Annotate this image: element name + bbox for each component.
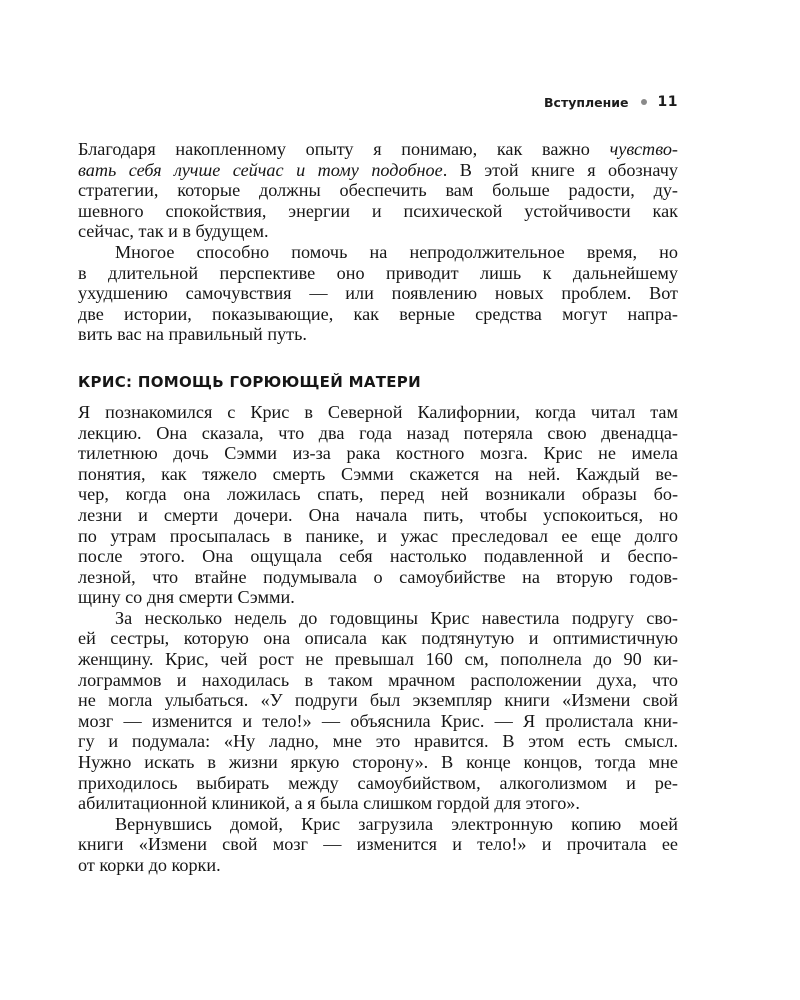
bullet-separator bbox=[641, 99, 647, 105]
text-line: вить вас на правильный путь. bbox=[78, 324, 307, 345]
text-line: Я познакомился с Крис в Северной Калифорнии, когда читал там bbox=[78, 401, 678, 422]
text-line: сейчас, так и в будущем. bbox=[78, 221, 269, 242]
text-line: книги «Измени свой мозг — изменится и тело!» и прочитала ее bbox=[78, 834, 678, 855]
body-text bbox=[78, 139, 678, 876]
text-line: За несколько недель до годовщины Крис навестила подругу сво- bbox=[115, 607, 678, 628]
text-line bbox=[78, 139, 678, 160]
paragraph-3 bbox=[78, 402, 678, 608]
text-line: лезни и смерти дочери. Она начала пить, чтобы успокоиться, но bbox=[78, 504, 678, 525]
text-line: приходилось выбирать между самоубийством, алкоголизмом и ре- bbox=[78, 772, 678, 793]
section-title: Вступление bbox=[544, 94, 629, 110]
text-line: Нужно искать в жизни яркую сторону». В конце концов, тогда мне bbox=[78, 752, 678, 773]
text-line: в длительной перспективе оно приводит лишь к дальнейшему bbox=[78, 262, 678, 283]
text-line: чер, когда она ложилась спать, перед ней возникали образы бо- bbox=[78, 484, 678, 505]
text-line: гу и подумала: «Ну ладно, мне это нравится. В этом есть смысл. bbox=[78, 731, 678, 752]
page-number: 11 bbox=[657, 94, 678, 110]
text-line: тилетнюю дочь Сэмми из-за рака костного мозга. Крис не имела bbox=[78, 443, 678, 464]
paragraph-4 bbox=[78, 608, 678, 814]
text-line: по утрам просыпалась в панике, и ужас преследовал ее еще долго bbox=[78, 525, 678, 546]
paragraph-5 bbox=[78, 814, 678, 876]
text-line: лекцию. Она сказала, что два года назад потеряла свою двенадца- bbox=[78, 422, 678, 443]
paragraph-2 bbox=[78, 242, 678, 345]
italic-text: вать себя лучше сейчас и тому подобное bbox=[78, 159, 443, 180]
text-line: Вернувшись домой, Крис загрузила электронную копию моей bbox=[115, 813, 678, 834]
text-line: стратегии, которые должны обеспечить вам больше радости, ду- bbox=[78, 180, 678, 201]
text-line: абилитационной клиникой, а я была слишком гордой для этого». bbox=[78, 793, 580, 814]
running-head bbox=[544, 94, 678, 110]
text-line: лограммов и находилась в таком мрачном расположении духа, что bbox=[78, 669, 678, 690]
text-line: от корки до корки. bbox=[78, 855, 221, 875]
text-line: понятия, как тяжело смерть Сэмми скажется на ней. Каждый ве- bbox=[78, 463, 678, 484]
section-heading: КРИС: ПОМОЩЬ ГОРЮЮЩЕЙ МАТЕРИ bbox=[78, 372, 421, 391]
text-line: ухудшению самочувствия — или появлению новых проблем. Вот bbox=[78, 283, 678, 304]
book-page bbox=[78, 0, 678, 1000]
text-line: после этого. Она ощущала себя настолько подавленной и беспо- bbox=[78, 546, 678, 567]
text-line: мозг — изменится и тело!» — объяснила Крис. — Я пролистала кни- bbox=[78, 710, 678, 731]
text-line: не могла улыбаться. «У подруги был экземпляр книги «Измени свой bbox=[78, 690, 678, 711]
text-run: Благодаря накопленному опыту я понимаю, как важно bbox=[78, 139, 610, 159]
text-line: Многое способно помочь на непродолжительное время, но bbox=[115, 241, 678, 262]
text-line: шевного спокойствия, энергии и психической устойчивости как bbox=[78, 200, 678, 221]
italic-text: чувство- bbox=[609, 139, 678, 159]
text-line: лезной, что втайне подумывала о самоубийстве на вторую годов- bbox=[78, 566, 678, 587]
text-line: ей сестры, которую она описала как подтянутую и оптимистичную bbox=[78, 628, 678, 649]
text-line: женщину. Крис, чей рост не превышал 160 см, пополнела до 90 ки- bbox=[78, 649, 678, 670]
text-line: две истории, показывающие, как верные средства могут напра- bbox=[78, 303, 678, 324]
text-line bbox=[78, 160, 678, 181]
text-run: . В этой книге я обозначу bbox=[442, 159, 678, 180]
paragraph-1 bbox=[78, 139, 678, 242]
text-line: щину со дня смерти Сэмми. bbox=[78, 587, 295, 608]
